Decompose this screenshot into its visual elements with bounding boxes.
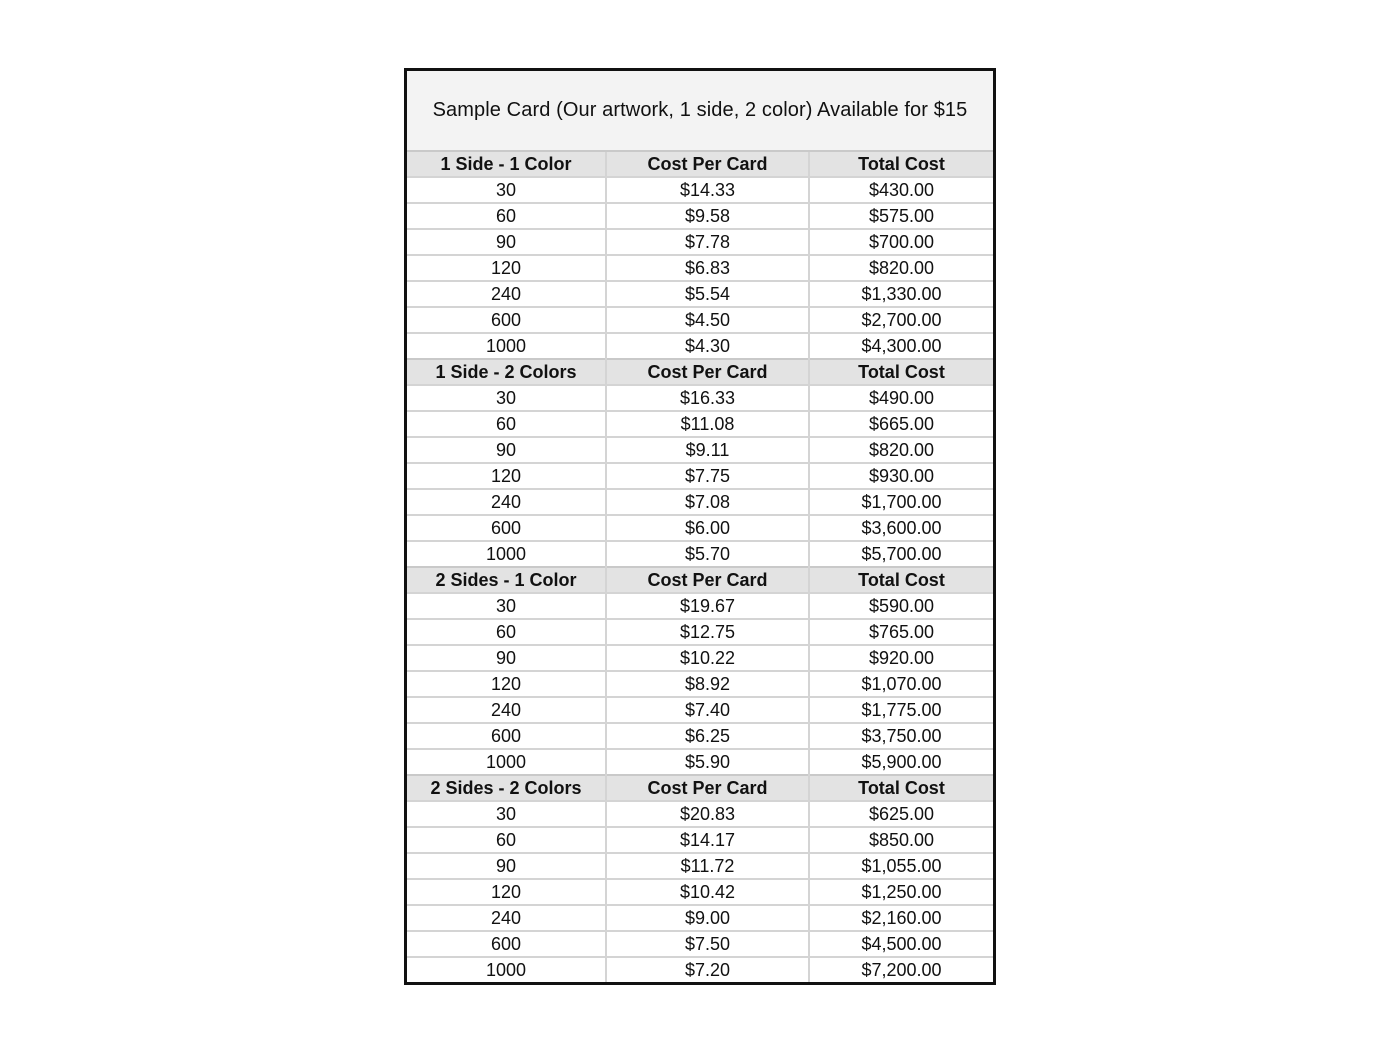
cost-per-card-cell: $10.22 — [606, 645, 809, 671]
table-row — [407, 671, 993, 697]
cost-per-card-header: Cost Per Card — [606, 775, 809, 801]
section-header-row — [407, 359, 993, 385]
table-row — [407, 203, 993, 229]
section-header-row — [407, 151, 993, 177]
total-cost-cell: $2,160.00 — [809, 905, 993, 931]
total-cost-cell: $575.00 — [809, 203, 993, 229]
table-row — [407, 281, 993, 307]
quantity-cell: 120 — [407, 671, 606, 697]
cost-per-card-cell: $19.67 — [606, 593, 809, 619]
total-cost-cell: $920.00 — [809, 645, 993, 671]
total-cost-cell: $3,600.00 — [809, 515, 993, 541]
total-cost-cell: $490.00 — [809, 385, 993, 411]
table-row — [407, 229, 993, 255]
table-row — [407, 333, 993, 359]
cost-per-card-cell: $14.17 — [606, 827, 809, 853]
quantity-cell: 90 — [407, 437, 606, 463]
total-cost-cell: $665.00 — [809, 411, 993, 437]
price-table-body — [407, 151, 993, 982]
table-row — [407, 489, 993, 515]
total-cost-header: Total Cost — [809, 567, 993, 593]
quantity-cell: 30 — [407, 177, 606, 203]
total-cost-cell: $1,055.00 — [809, 853, 993, 879]
quantity-cell: 120 — [407, 879, 606, 905]
cost-per-card-cell: $7.50 — [606, 931, 809, 957]
total-cost-cell: $4,500.00 — [809, 931, 993, 957]
total-cost-cell: $1,700.00 — [809, 489, 993, 515]
cost-per-card-cell: $5.54 — [606, 281, 809, 307]
total-cost-cell: $7,200.00 — [809, 957, 993, 982]
cost-per-card-cell: $7.78 — [606, 229, 809, 255]
total-cost-cell: $625.00 — [809, 801, 993, 827]
section-label: 2 Sides - 1 Color — [407, 567, 606, 593]
cost-per-card-cell: $7.20 — [606, 957, 809, 982]
quantity-cell: 1000 — [407, 957, 606, 982]
section-label: 1 Side - 1 Color — [407, 151, 606, 177]
quantity-cell: 60 — [407, 619, 606, 645]
quantity-cell: 30 — [407, 801, 606, 827]
cost-per-card-cell: $5.90 — [606, 749, 809, 775]
cost-per-card-cell: $6.25 — [606, 723, 809, 749]
quantity-cell: 1000 — [407, 333, 606, 359]
table-row — [407, 827, 993, 853]
quantity-cell: 60 — [407, 411, 606, 437]
cost-per-card-cell: $9.58 — [606, 203, 809, 229]
price-sheet — [404, 68, 996, 985]
cost-per-card-cell: $4.50 — [606, 307, 809, 333]
cost-per-card-cell: $7.40 — [606, 697, 809, 723]
table-row — [407, 463, 993, 489]
quantity-cell: 1000 — [407, 749, 606, 775]
quantity-cell: 600 — [407, 515, 606, 541]
quantity-cell: 30 — [407, 385, 606, 411]
total-cost-cell: $1,070.00 — [809, 671, 993, 697]
quantity-cell: 120 — [407, 463, 606, 489]
cost-per-card-cell: $5.70 — [606, 541, 809, 567]
table-row — [407, 255, 993, 281]
total-cost-cell: $1,330.00 — [809, 281, 993, 307]
section-label: 1 Side - 2 Colors — [407, 359, 606, 385]
total-cost-cell: $2,700.00 — [809, 307, 993, 333]
table-row — [407, 385, 993, 411]
quantity-cell: 30 — [407, 593, 606, 619]
table-row — [407, 515, 993, 541]
total-cost-cell: $3,750.00 — [809, 723, 993, 749]
cost-per-card-cell: $9.00 — [606, 905, 809, 931]
section-header-row — [407, 775, 993, 801]
table-row — [407, 645, 993, 671]
quantity-cell: 60 — [407, 203, 606, 229]
section-header-row — [407, 567, 993, 593]
table-row — [407, 619, 993, 645]
total-cost-header: Total Cost — [809, 359, 993, 385]
table-row — [407, 801, 993, 827]
table-row — [407, 541, 993, 567]
table-row — [407, 931, 993, 957]
cost-per-card-cell: $11.08 — [606, 411, 809, 437]
quantity-cell: 600 — [407, 931, 606, 957]
cost-per-card-cell: $12.75 — [606, 619, 809, 645]
section-label: 2 Sides - 2 Colors — [407, 775, 606, 801]
table-row — [407, 697, 993, 723]
cost-per-card-cell: $9.11 — [606, 437, 809, 463]
total-cost-header: Total Cost — [809, 151, 993, 177]
table-row — [407, 853, 993, 879]
total-cost-cell: $4,300.00 — [809, 333, 993, 359]
total-cost-cell: $430.00 — [809, 177, 993, 203]
total-cost-header: Total Cost — [809, 775, 993, 801]
quantity-cell: 1000 — [407, 541, 606, 567]
quantity-cell: 120 — [407, 255, 606, 281]
total-cost-cell: $850.00 — [809, 827, 993, 853]
price-table — [407, 150, 993, 982]
total-cost-cell: $1,250.00 — [809, 879, 993, 905]
cost-per-card-cell: $8.92 — [606, 671, 809, 697]
total-cost-cell: $820.00 — [809, 255, 993, 281]
table-row — [407, 411, 993, 437]
table-row — [407, 957, 993, 982]
cost-per-card-cell: $6.00 — [606, 515, 809, 541]
quantity-cell: 240 — [407, 905, 606, 931]
cost-per-card-cell: $6.83 — [606, 255, 809, 281]
total-cost-cell: $820.00 — [809, 437, 993, 463]
table-row — [407, 905, 993, 931]
total-cost-cell: $1,775.00 — [809, 697, 993, 723]
cost-per-card-header: Cost Per Card — [606, 567, 809, 593]
quantity-cell: 60 — [407, 827, 606, 853]
total-cost-cell: $765.00 — [809, 619, 993, 645]
cost-per-card-cell: $7.75 — [606, 463, 809, 489]
quantity-cell: 90 — [407, 645, 606, 671]
table-row — [407, 723, 993, 749]
cost-per-card-cell: $20.83 — [606, 801, 809, 827]
table-row — [407, 177, 993, 203]
quantity-cell: 600 — [407, 307, 606, 333]
cost-per-card-cell: $10.42 — [606, 879, 809, 905]
table-row — [407, 307, 993, 333]
table-row — [407, 593, 993, 619]
sheet-title: Sample Card (Our artwork, 1 side, 2 color) Available for $15 — [407, 71, 993, 150]
total-cost-cell: $5,900.00 — [809, 749, 993, 775]
quantity-cell: 600 — [407, 723, 606, 749]
quantity-cell: 240 — [407, 281, 606, 307]
cost-per-card-cell: $7.08 — [606, 489, 809, 515]
cost-per-card-cell: $14.33 — [606, 177, 809, 203]
total-cost-cell: $930.00 — [809, 463, 993, 489]
quantity-cell: 240 — [407, 697, 606, 723]
cost-per-card-cell: $16.33 — [606, 385, 809, 411]
table-row — [407, 437, 993, 463]
cost-per-card-cell: $4.30 — [606, 333, 809, 359]
total-cost-cell: $700.00 — [809, 229, 993, 255]
quantity-cell: 90 — [407, 229, 606, 255]
total-cost-cell: $590.00 — [809, 593, 993, 619]
total-cost-cell: $5,700.00 — [809, 541, 993, 567]
cost-per-card-header: Cost Per Card — [606, 151, 809, 177]
cost-per-card-header: Cost Per Card — [606, 359, 809, 385]
quantity-cell: 240 — [407, 489, 606, 515]
cost-per-card-cell: $11.72 — [606, 853, 809, 879]
quantity-cell: 90 — [407, 853, 606, 879]
table-row — [407, 749, 993, 775]
table-row — [407, 879, 993, 905]
